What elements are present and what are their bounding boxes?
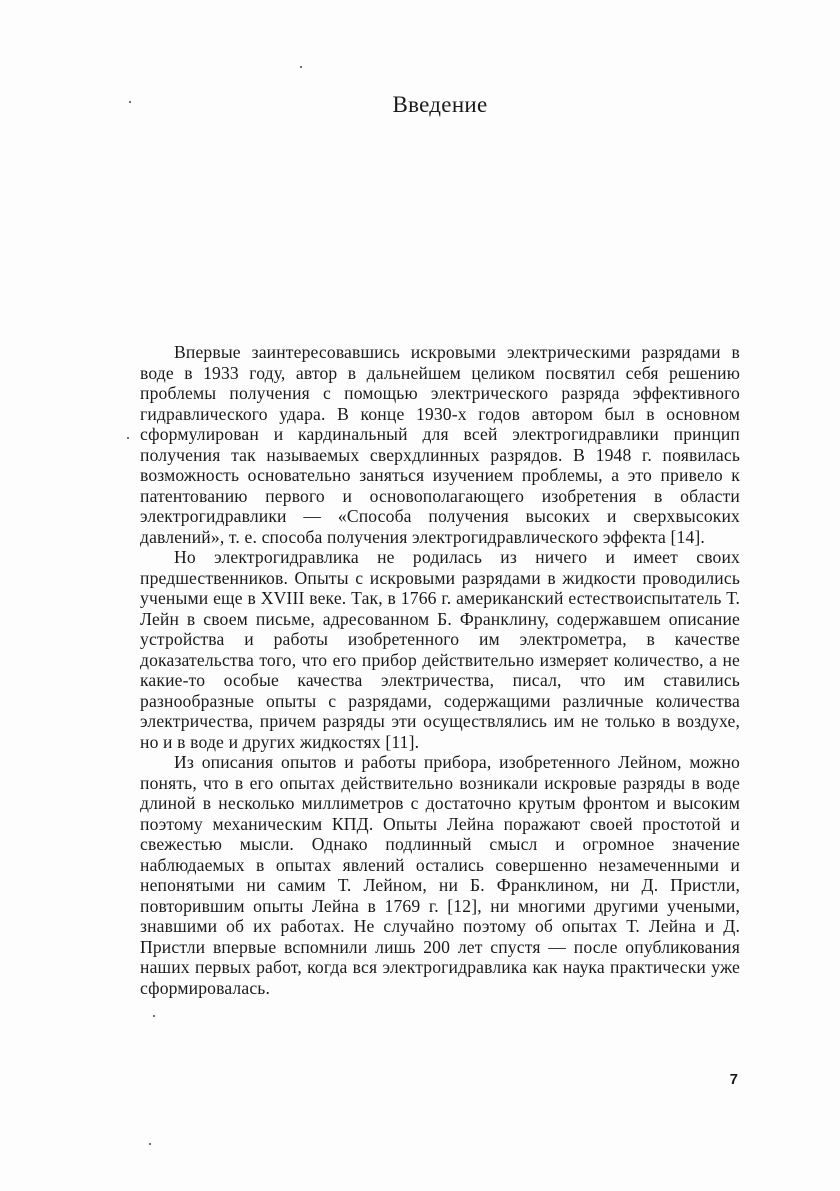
scan-speck (153, 1015, 155, 1017)
scan-speck (300, 66, 302, 68)
paragraph-1: Впервые заинтересовавшись искровыми электрическими разрядами в воде в 1933 году, автор в дальнейшем целиком посвятил себя решению проблемы получения с помощью электрического разряда эффективного гидравлического удара. В конце 1930-х годов автором был в основном сформулирован и кардинальный для всей электрогидравлики принцип получения так называемых сверхдлинных разрядов. В 1948 г. появилась возможность основательно заняться изучением проблемы, а это привело к патентованию первого и основополагающего изобретения в области электрогидравлики — «Способа получения высоких и сверхвысоких давлений», т. е. способа получения электрогидравлического эффекта [14]. (140, 342, 740, 547)
scan-speck (149, 1143, 151, 1145)
scan-speck (129, 101, 131, 103)
page-number: 7 (729, 1071, 738, 1088)
scan-speck (127, 437, 129, 439)
body-text (140, 342, 740, 998)
paragraph-2: Но электрогидравлика не родилась из ничего и имеет своих предшественников. Опыты с искровыми разрядами в жидкости проводились учеными еще в XVIII веке. Так, в 1766 г. американский естествоиспытатель Т. Лейн в своем письме, адресованном Б. Франклину, содержавшем описание устройства и работы изобретенного им электрометра, в качестве доказательства того, что его прибор действительно измеряет количество, а не какие-то особые качества электричества, писал, что им ставились разнообразные опыты с разрядами, содержащими различные количества электричества, причем разряды эти осуществлялись им не только в воздухе, но и в воде и других жидкостях [11]. (140, 547, 740, 752)
paragraph-3: Из описания опытов и работы прибора, изобретенного Лейном, можно понять, что в его опытах действительно возникали искровые разряды в воде длиной в несколько миллиметров с достаточно крутым фронтом и высоким поэтому механическим КПД. Опыты Лейна поражают своей простотой и свежестью мысли. Однако подлинный смысл и огромное значение наблюдаемых в опытах явлений остались совершенно незамеченными и непонятыми ни самим Т. Лейном, ни Б. Франклином, ни Д. Пристли, повторившим опыты Лейна в 1769 г. [12], ни многими другими учеными, знавшими об их работах. Не случайно поэтому об опытах Т. Лейна и Д. Пристли впервые вспомнили лишь 200 лет спустя — после опубликования наших первых работ, когда вся электрогидравлика как наука практически уже сформировалась. (140, 752, 740, 998)
page-title: Введение (392, 92, 488, 117)
